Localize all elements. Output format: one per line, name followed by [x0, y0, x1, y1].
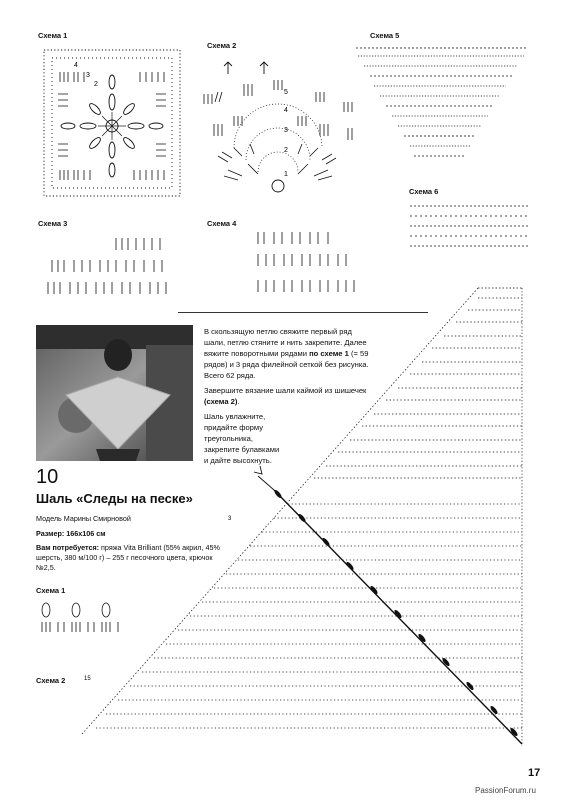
svg-text:4: 4 — [284, 107, 288, 114]
svg-text:2: 2 — [94, 81, 98, 88]
shawl-main-chart — [78, 284, 548, 760]
svg-text:15: 15 — [84, 676, 91, 682]
svg-text:3: 3 — [86, 72, 90, 79]
project-model: Модель Марины Смирновой — [36, 514, 131, 523]
instruction-paragraph-1: В скользящую петлю свяжите первый ряд шали, петлю стяните и нить закрепите. Далее вяжите поворотными рядами по схеме 1 (= 59 рядов) и 3 ряда филейной сеткой без рисунка. Всего 62 ряда. — [204, 327, 369, 380]
scheme-2-label: Схема 2 — [207, 41, 237, 50]
scheme-5-label: Схема 5 — [370, 31, 400, 40]
scheme-4-label: Схема 4 — [207, 219, 237, 228]
svg-text:5: 5 — [284, 89, 288, 96]
watermark: PassionForum.ru — [475, 786, 536, 795]
bottom-scheme-1-label: Схема 1 — [36, 586, 66, 595]
svg-text:4: 4 — [74, 62, 78, 69]
project-materials: Вам потребуется: пряжа Vita Brilliant (55% акрил, 45% шерсть, 380 м/100 г) – 255 г песочного цвета, крючок №2,5. — [36, 543, 220, 572]
project-title: Шаль «Следы на песке» — [36, 491, 193, 506]
project-number: 10 — [36, 466, 59, 488]
scheme-6-label: Схема 6 — [409, 187, 439, 196]
instruction-paragraph-2: Завершите вязание шали каймой из шишечек (схема 2). — [204, 386, 367, 406]
page-number: 17 — [528, 767, 541, 779]
scheme-1-label: Схема 1 — [38, 31, 68, 40]
bottom-scheme-2-label: Схема 2 — [36, 676, 66, 685]
scheme-2-diagram — [198, 52, 368, 202]
svg-text:3: 3 — [284, 127, 288, 134]
project-size: Размер: 166х106 см — [36, 529, 106, 538]
svg-text:3: 3 — [228, 516, 232, 522]
scheme-6-diagram — [408, 200, 530, 256]
svg-text:1: 1 — [284, 171, 288, 178]
svg-text:2: 2 — [284, 147, 288, 154]
scheme-1-diagram — [38, 44, 188, 204]
instruction-paragraph-3: Шаль увлажните, придайте форму треугольника, закрепите булавками и дайте высохнуть. — [204, 412, 280, 465]
scheme-5-diagram — [352, 44, 532, 164]
scheme-3-label: Схема 3 — [38, 219, 68, 228]
